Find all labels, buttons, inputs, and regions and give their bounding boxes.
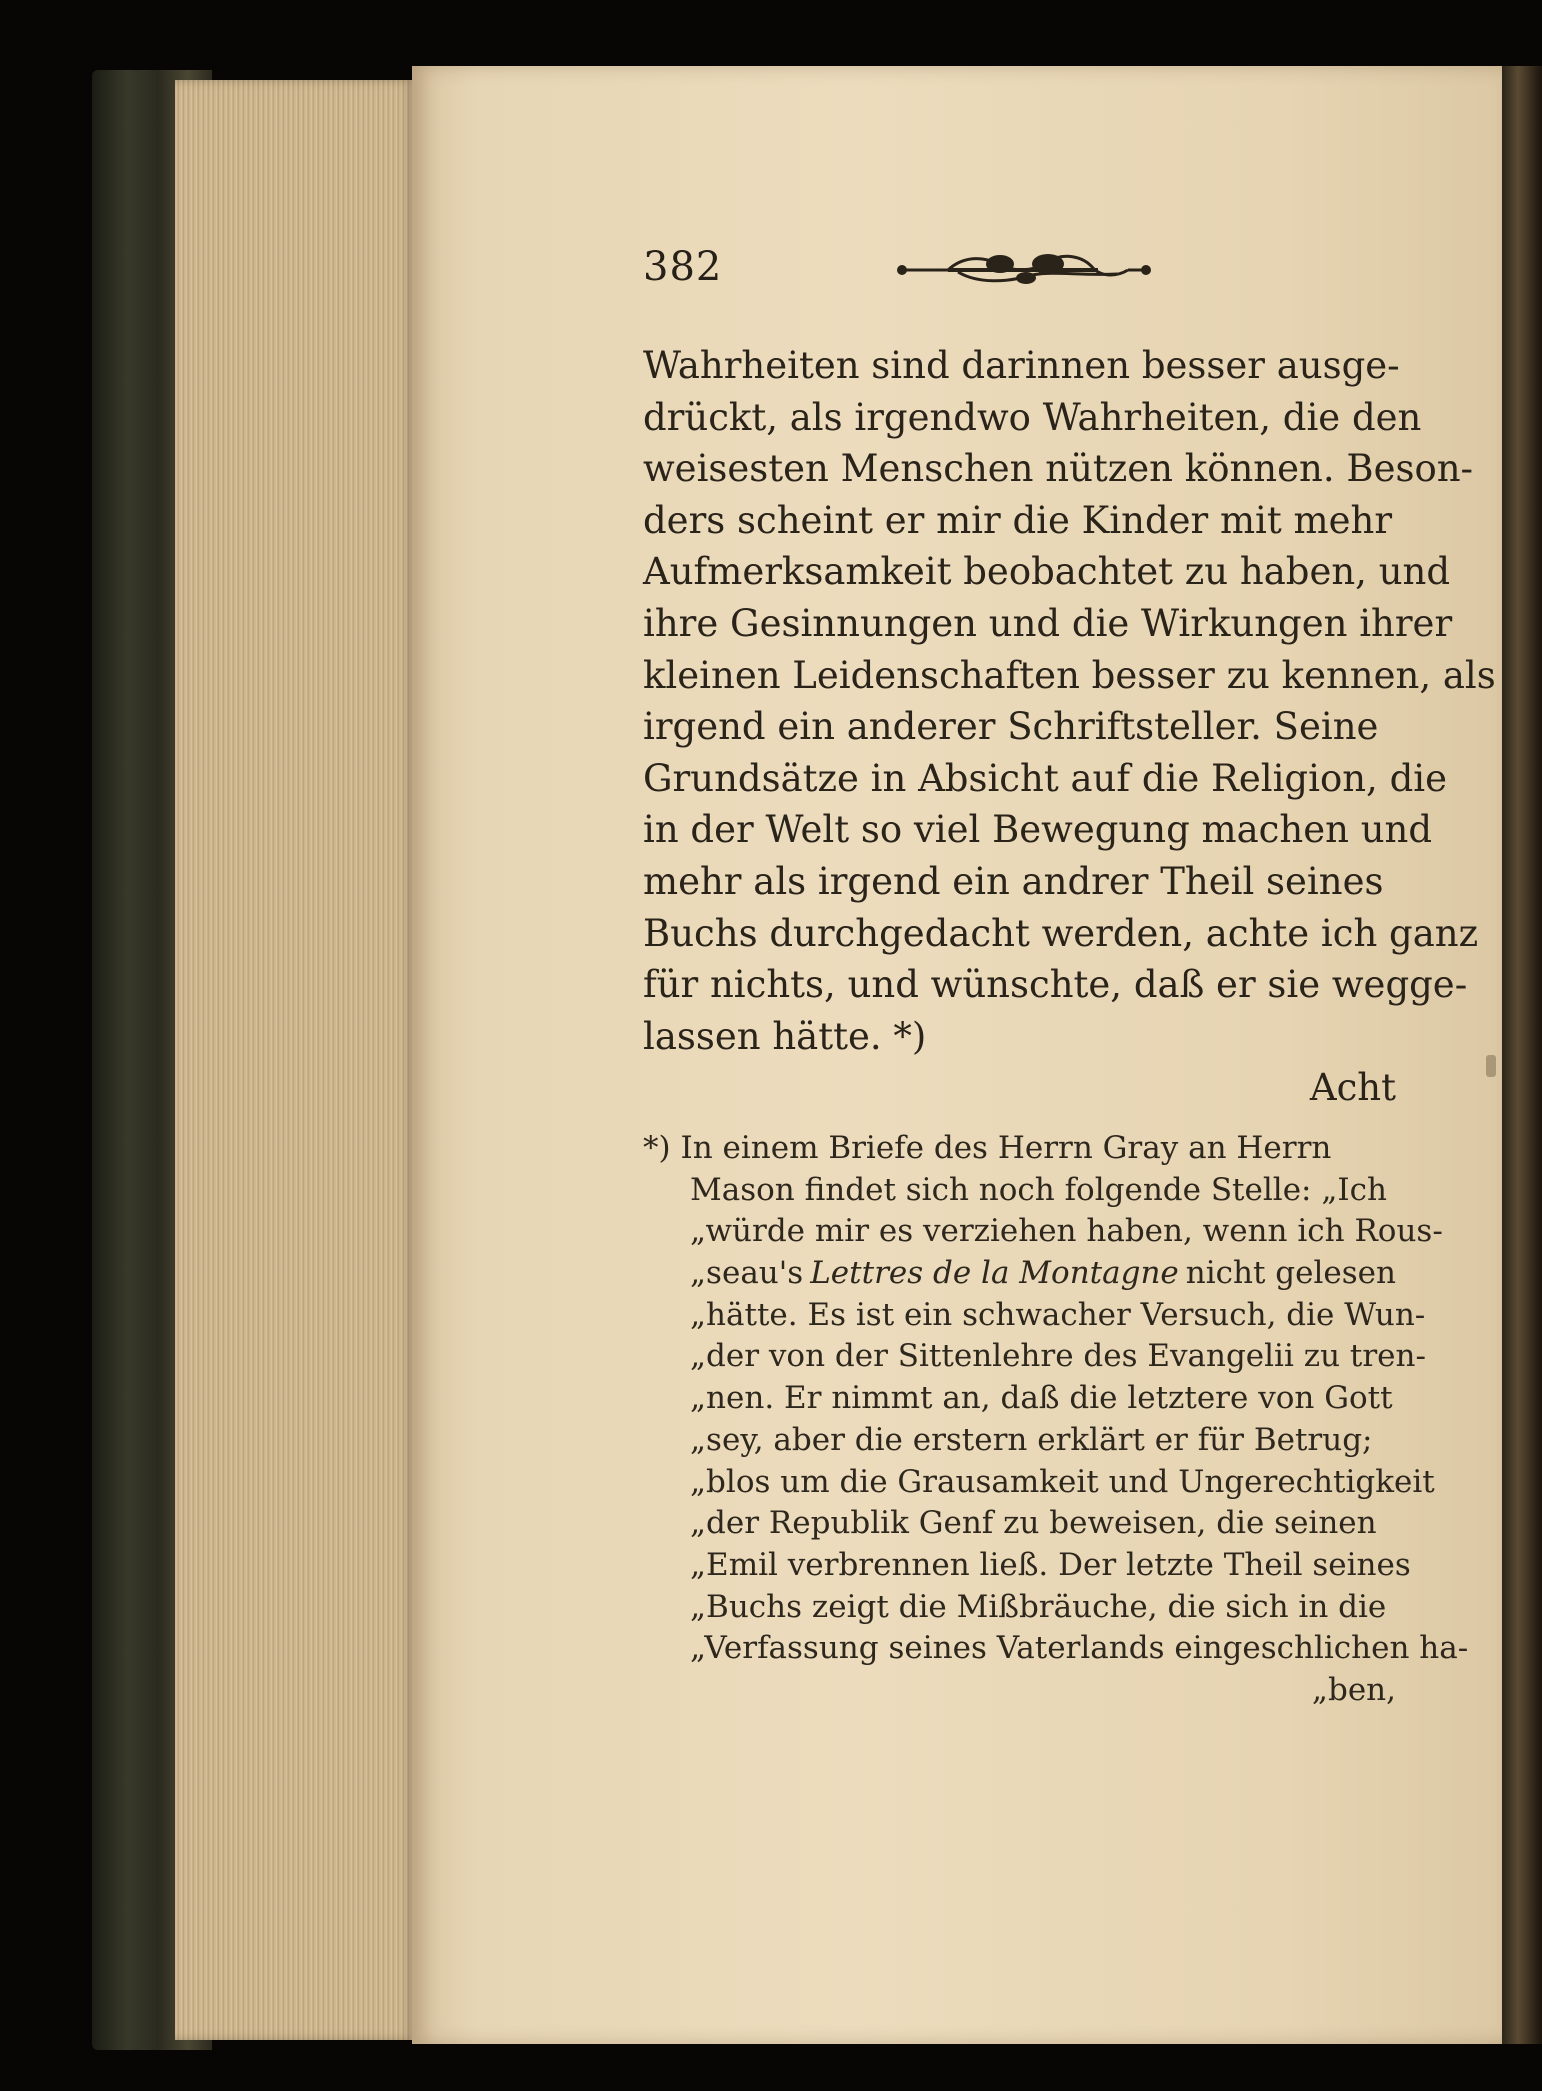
footnote-line: „der von der Sittenlehre des Evangelii zu tren- [690, 1338, 1426, 1375]
text-line: Aufmerksamkeit beobachtet zu haben, und [643, 550, 1451, 594]
text-line: lassen hätte. *) [643, 1014, 927, 1058]
catchword: Acht [1309, 1066, 1396, 1110]
text-line: ders scheint er mir die Kinder mit mehr [643, 498, 1393, 542]
text-line: weisesten Menschen nützen können. Beson- [643, 447, 1474, 491]
footnote-line: Mason findet sich noch folgende Stelle: „Ich [690, 1171, 1387, 1208]
footnote-line: „blos um die Grausamkeit und Ungerechtigkeit [690, 1463, 1435, 1500]
main-text-block [643, 340, 1496, 1114]
text-line: irgend ein anderer Schriftsteller. Seine [643, 705, 1379, 749]
book-cover-right [1502, 66, 1542, 2044]
text-line: mehr als irgend ein andrer Theil seines [643, 859, 1384, 903]
page-edges [175, 80, 415, 2040]
footnote-line: „hätte. Es ist ein schwacher Versuch, die Wun- [690, 1296, 1426, 1333]
text-line: für nichts, und wünschte, daß er sie wegge- [643, 963, 1468, 1007]
page-header [643, 240, 1183, 300]
footnote-line: „der Republik Genf zu beweisen, die seinen [690, 1505, 1377, 1542]
footnote-line: „Emil verbrennen ließ. Der letzte Theil seines [690, 1546, 1411, 1583]
footnote-block [643, 1128, 1469, 1712]
text-line: kleinen Leidenschaften besser zu kennen, als [643, 653, 1496, 697]
page-number: 382 [643, 244, 723, 290]
footnote-line: „würde mir es verziehen haben, wenn ich Rous- [690, 1213, 1443, 1250]
footnote-line-title [643, 1253, 1396, 1295]
ornament-vignette-icon [888, 246, 1158, 294]
footnote-text: nicht gelesen [1185, 1255, 1396, 1292]
text-line: ihre Gesinnungen und die Wirkungen ihrer [643, 601, 1453, 645]
text-line: Buchs durchgedacht werden, achte ich ganz [643, 911, 1479, 955]
text-line: Wahrheiten sind darinnen besser ausge- [643, 344, 1400, 387]
footnote-line: „sey, aber die erstern erklärt er für Betrug; [690, 1421, 1373, 1458]
binding-mark [1486, 1055, 1496, 1077]
text-line: drückt, als irgendwo Wahrheiten, die den [643, 395, 1422, 439]
text-line: Grundsätze in Absicht auf die Religion, die [643, 756, 1447, 800]
footnote-line: *) In einem Briefe des Herrn Gray an Herrn [643, 1130, 1332, 1166]
footnote-line: „Buchs zeigt die Mißbräuche, die sich in die [690, 1588, 1387, 1625]
footnote-line: „nen. Er nimmt an, daß die letztere von Gott [690, 1380, 1393, 1417]
footnote-line: „Verfassung seines Vaterlands eingeschlichen ha- [690, 1630, 1469, 1667]
book-title: Lettres de la Montagne [810, 1255, 1179, 1292]
footnote-text: „seau's [690, 1255, 804, 1292]
text-line: in der Welt so viel Bewegung machen und [643, 808, 1433, 852]
footnote-catchword: „ben, [1311, 1671, 1396, 1708]
